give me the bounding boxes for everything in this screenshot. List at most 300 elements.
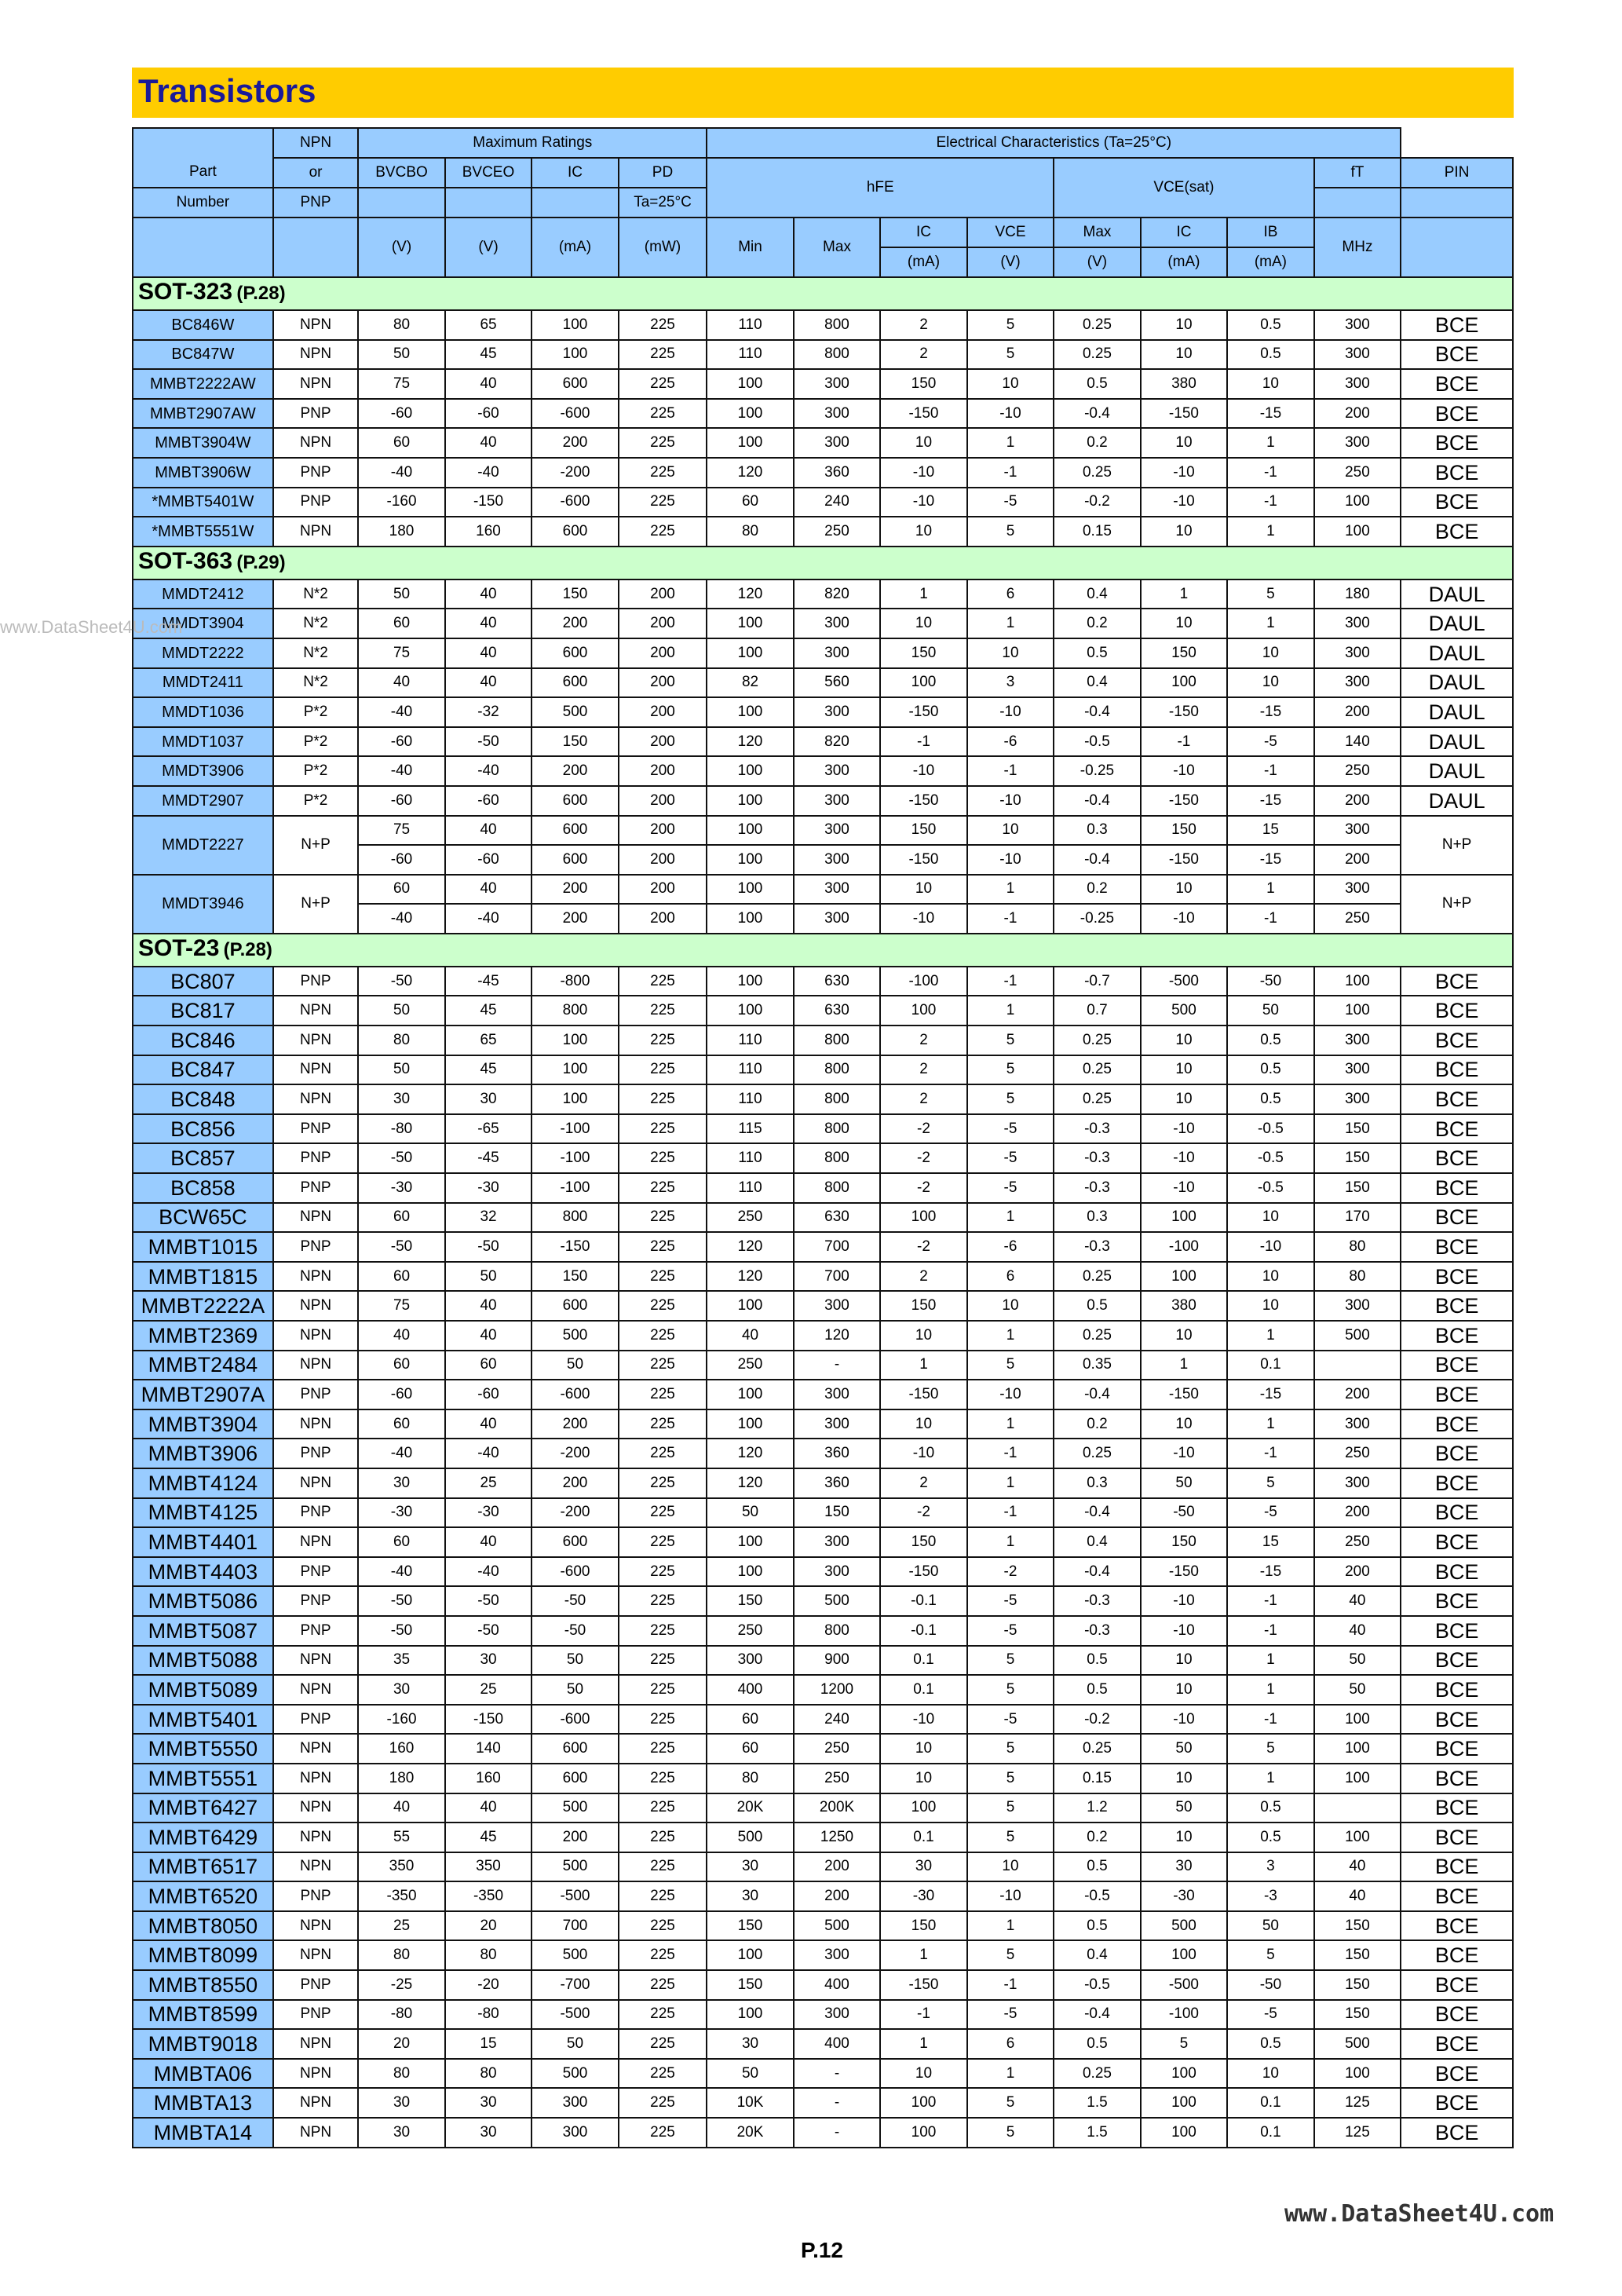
table-row [133, 756, 1513, 786]
cell: 225 [619, 1114, 707, 1144]
cell: 225 [619, 1881, 707, 1911]
cell: 10 [967, 816, 1054, 846]
cell: 180 [1314, 579, 1401, 609]
cell: -150 [1141, 786, 1227, 816]
cell: 40 [445, 816, 532, 846]
cell: PNP [273, 458, 358, 488]
cell: 300 [794, 1380, 880, 1409]
cell: 0.25 [1054, 1734, 1140, 1764]
cell: 0.1 [880, 1675, 966, 1705]
cell: 20 [358, 2029, 444, 2059]
table-row [133, 310, 1513, 340]
cell: 240 [794, 488, 880, 517]
part-number: MMDT3906 [133, 756, 273, 786]
cell: 800 [794, 1143, 880, 1173]
cell: -100 [532, 1143, 618, 1173]
cell: 100 [1141, 2059, 1227, 2089]
cell: 50 [532, 1351, 618, 1380]
hdr-number: Number [133, 188, 273, 218]
pin-config: BCE [1401, 1321, 1513, 1351]
watermark-right: www.DataSheet4U.com [1284, 2200, 1554, 2228]
cell: 820 [794, 579, 880, 609]
cell: 5 [967, 1084, 1054, 1114]
cell: 100 [1314, 1705, 1401, 1735]
hdr-unit-mw: (mW) [619, 218, 707, 277]
cell: 0.25 [1054, 1321, 1140, 1351]
cell: NPN [273, 1911, 358, 1941]
cell: 170 [1314, 1203, 1401, 1233]
cell: 600 [532, 1291, 618, 1321]
cell: NPN [273, 1646, 358, 1676]
cell: 1 [967, 875, 1054, 905]
cell: -50 [358, 1616, 444, 1646]
cell: 225 [619, 1940, 707, 1970]
pin-config: BCE [1401, 1143, 1513, 1173]
cell: N*2 [273, 579, 358, 609]
cell: 800 [794, 340, 880, 370]
cell: 5 [1141, 2029, 1227, 2059]
cell: 10 [1141, 340, 1227, 370]
cell: 10 [880, 517, 966, 547]
cell: 20K [707, 2118, 793, 2148]
cell: 150 [1314, 2000, 1401, 2030]
part-number: MMBT3904 [133, 1409, 273, 1439]
cell: 110 [707, 310, 793, 340]
hdr-min: Min [707, 218, 793, 277]
cell: -50 [445, 727, 532, 757]
cell: N*2 [273, 638, 358, 668]
cell: 225 [619, 1409, 707, 1439]
cell: 225 [619, 369, 707, 399]
cell: 225 [619, 1970, 707, 2000]
cell: -0.4 [1054, 1557, 1140, 1587]
cell: 0.1 [1227, 2088, 1313, 2118]
cell: -100 [532, 1114, 618, 1144]
cell: 500 [794, 1586, 880, 1616]
cell: P*2 [273, 727, 358, 757]
cell: 110 [707, 1026, 793, 1055]
cell: 1.5 [1054, 2088, 1140, 2118]
cell: 10 [967, 1291, 1054, 1321]
cell: 225 [619, 2029, 707, 2059]
cell: 0.25 [1054, 1262, 1140, 1292]
cell: 225 [619, 1143, 707, 1173]
cell: 200 [1314, 1557, 1401, 1587]
cell: 225 [619, 517, 707, 547]
cell: 800 [794, 1026, 880, 1055]
cell: 0.25 [1054, 1055, 1140, 1085]
cell: 110 [707, 1173, 793, 1203]
cell: 100 [707, 1291, 793, 1321]
table-row [133, 1764, 1513, 1793]
cell: 10 [1141, 517, 1227, 547]
cell: -50 [1227, 967, 1313, 996]
cell: -0.3 [1054, 1143, 1140, 1173]
cell: -150 [532, 1232, 618, 1262]
cell: 800 [794, 1616, 880, 1646]
cell: 300 [794, 609, 880, 638]
part-number: MMDT3946 [133, 875, 273, 934]
hdr-ic: IC [532, 158, 618, 188]
hdr-ib: IB [1227, 218, 1313, 247]
cell: 6 [967, 1262, 1054, 1292]
cell: -50 [358, 1143, 444, 1173]
cell: 0.1 [880, 1646, 966, 1676]
cell: 10 [1227, 1203, 1313, 1233]
cell: 1250 [794, 1823, 880, 1852]
cell: 2 [880, 1026, 966, 1055]
cell: PNP [273, 1380, 358, 1409]
cell: 300 [1314, 1409, 1401, 1439]
cell: -32 [445, 697, 532, 727]
pin-config: BCE [1401, 1646, 1513, 1676]
table-row [133, 1705, 1513, 1735]
cell: -5 [1227, 1498, 1313, 1528]
cell: 100 [880, 1203, 966, 1233]
hdr-pd: PD [619, 158, 707, 188]
cell: 50 [358, 340, 444, 370]
cell: 10 [880, 1321, 966, 1351]
cell: 200 [619, 786, 707, 816]
cell: 100 [880, 996, 966, 1026]
cell: 0.35 [1054, 1351, 1140, 1380]
cell: 80 [707, 1764, 793, 1793]
cell: -50 [358, 1232, 444, 1262]
cell: 5 [967, 1940, 1054, 1970]
cell: PNP [273, 967, 358, 996]
hdr-unit-v4: (V) [1054, 247, 1140, 277]
part-number: MMBT1015 [133, 1232, 273, 1262]
cell: -10 [1141, 488, 1227, 517]
cell: -10 [1141, 1114, 1227, 1144]
table-row [133, 1351, 1513, 1380]
cell: 40 [445, 875, 532, 905]
cell: -60 [358, 399, 444, 429]
cell: 300 [1314, 816, 1401, 846]
cell: 100 [707, 638, 793, 668]
cell: 100 [1141, 1262, 1227, 1292]
cell: -60 [445, 399, 532, 429]
cell: 150 [1314, 1173, 1401, 1203]
cell: 100 [707, 1557, 793, 1587]
cell: 10 [880, 428, 966, 458]
cell: 200 [794, 1881, 880, 1911]
cell: 500 [1141, 996, 1227, 1026]
cell: 225 [619, 1291, 707, 1321]
cell: 50 [1314, 1675, 1401, 1705]
cell: 500 [532, 1852, 618, 1882]
cell: 600 [532, 1764, 618, 1793]
cell: 100 [1141, 1940, 1227, 1970]
cell: 0.4 [1054, 579, 1140, 609]
section-page: (P.28) [236, 283, 286, 304]
pin-config: DAUL [1401, 697, 1513, 727]
cell: 225 [619, 428, 707, 458]
cell: -0.4 [1054, 399, 1140, 429]
cell: -500 [1141, 1970, 1227, 2000]
cell: -15 [1227, 399, 1313, 429]
cell: 80 [358, 310, 444, 340]
table-row [133, 1203, 1513, 1233]
cell: 200 [619, 727, 707, 757]
cell: 10 [880, 2059, 966, 2089]
cell: 80 [358, 2059, 444, 2089]
cell: -3 [1227, 1881, 1313, 1911]
cell: 300 [1314, 609, 1401, 638]
cell: 300 [794, 756, 880, 786]
cell: 200K [794, 1793, 880, 1823]
cell: 10 [880, 1734, 966, 1764]
cell: -10 [967, 845, 1054, 875]
cell: PNP [273, 1498, 358, 1528]
pin-config: BCE [1401, 1291, 1513, 1321]
cell: 1 [1227, 517, 1313, 547]
pin-config: BCE [1401, 1734, 1513, 1764]
cell: NPN [273, 996, 358, 1026]
cell: -80 [358, 2000, 444, 2030]
cell: 225 [619, 1527, 707, 1557]
cell: 0.25 [1054, 340, 1140, 370]
cell: NPN [273, 369, 358, 399]
part-number: BC858 [133, 1173, 273, 1203]
cell: 800 [794, 1084, 880, 1114]
cell: 225 [619, 1586, 707, 1616]
cell: -0.5 [1054, 727, 1140, 757]
cell: 225 [619, 1646, 707, 1676]
part-number: BC846W [133, 310, 273, 340]
cell: -40 [358, 904, 444, 934]
cell: 115 [707, 1114, 793, 1144]
cell: 50 [532, 1675, 618, 1705]
cell: 15 [445, 2029, 532, 2059]
part-number: MMBT6517 [133, 1852, 273, 1882]
cell: -0.5 [1227, 1143, 1313, 1173]
cell: 75 [358, 1291, 444, 1321]
cell: 250 [794, 517, 880, 547]
cell: 20 [445, 1911, 532, 1941]
part-number: MMBTA06 [133, 2059, 273, 2089]
cell: 100 [707, 609, 793, 638]
cell: 5 [967, 1646, 1054, 1676]
cell: 1 [880, 2029, 966, 2059]
cell: 10 [1141, 1321, 1227, 1351]
cell: 1 [1227, 428, 1313, 458]
cell: 100 [880, 2088, 966, 2118]
cell: 1 [967, 1409, 1054, 1439]
cell: 150 [880, 369, 966, 399]
table-row [133, 1055, 1513, 1085]
section-header [133, 934, 1513, 967]
cell: 300 [1314, 668, 1401, 698]
cell: N+P [273, 816, 358, 875]
cell: 40 [445, 1409, 532, 1439]
cell: 0.5 [1054, 1646, 1140, 1676]
cell: 120 [794, 1321, 880, 1351]
pin-config: DAUL [1401, 579, 1513, 609]
part-number: MMDT2222 [133, 638, 273, 668]
cell: -1 [1227, 458, 1313, 488]
cell: PNP [273, 1970, 358, 2000]
cell: -6 [967, 727, 1054, 757]
cell: 3 [967, 668, 1054, 698]
part-number: MMBT3906 [133, 1439, 273, 1468]
cell: 40 [1314, 1881, 1401, 1911]
cell: 45 [445, 996, 532, 1026]
table-row [133, 369, 1513, 399]
cell: 40 [358, 668, 444, 698]
pin-config: BCE [1401, 428, 1513, 458]
cell: 30 [707, 2029, 793, 2059]
hdr-unit-ma1: (mA) [532, 218, 618, 277]
section-header [133, 277, 1513, 310]
part-number: MMBT5086 [133, 1586, 273, 1616]
cell: -50 [358, 967, 444, 996]
cell: 150 [707, 1911, 793, 1941]
cell: 800 [532, 996, 618, 1026]
cell: -600 [532, 399, 618, 429]
part-number: BC848 [133, 1084, 273, 1114]
cell: N*2 [273, 609, 358, 638]
cell: -10 [1227, 1232, 1313, 1262]
cell: 600 [532, 786, 618, 816]
cell: P*2 [273, 697, 358, 727]
cell: 300 [532, 2088, 618, 2118]
cell: 225 [619, 1764, 707, 1793]
cell: 60 [358, 1262, 444, 1292]
cell: 65 [445, 310, 532, 340]
cell: 150 [880, 638, 966, 668]
cell: 100 [707, 1380, 793, 1409]
cell: 100 [1314, 488, 1401, 517]
cell: -0.4 [1054, 845, 1140, 875]
part-number: BC807 [133, 967, 273, 996]
cell: 0.5 [1227, 1055, 1313, 1085]
pin-config: BCE [1401, 1527, 1513, 1557]
cell: -2 [880, 1143, 966, 1173]
pin-config: BCE [1401, 1705, 1513, 1735]
cell: 120 [707, 727, 793, 757]
cell: 50 [532, 1646, 618, 1676]
cell: -10 [1141, 1586, 1227, 1616]
cell: 10 [1227, 2059, 1313, 2089]
cell: -40 [445, 756, 532, 786]
cell: 225 [619, 399, 707, 429]
cell: 50 [707, 1498, 793, 1528]
cell: 10 [1141, 1646, 1227, 1676]
cell: 3 [1227, 1852, 1313, 1882]
cell: 300 [1314, 638, 1401, 668]
cell: -10 [880, 1705, 966, 1735]
cell: 0.5 [1227, 1026, 1313, 1055]
cell: -30 [880, 1881, 966, 1911]
table-row [133, 517, 1513, 547]
part-number: MMBT4403 [133, 1557, 273, 1587]
cell: 100 [707, 786, 793, 816]
cell: -10 [880, 458, 966, 488]
cell: 300 [794, 1557, 880, 1587]
cell: -15 [1227, 845, 1313, 875]
cell: NPN [273, 1262, 358, 1292]
cell: 100 [880, 2118, 966, 2148]
cell: 600 [532, 517, 618, 547]
hdr-unit-v2: (V) [445, 218, 532, 277]
cell: 225 [619, 1084, 707, 1114]
section-header [133, 547, 1513, 579]
cell: 0.5 [1227, 2029, 1313, 2059]
cell [1314, 1351, 1401, 1380]
cell: -60 [358, 727, 444, 757]
cell: -10 [1141, 904, 1227, 934]
cell: -1 [967, 756, 1054, 786]
cell: 60 [358, 1527, 444, 1557]
pin-config: BCE [1401, 2088, 1513, 2118]
cell: -10 [1141, 1705, 1227, 1735]
cell: 0.7 [1054, 996, 1140, 1026]
cell: -10 [967, 697, 1054, 727]
cell: -5 [967, 488, 1054, 517]
cell: 0.2 [1054, 609, 1140, 638]
table-row [133, 996, 1513, 1026]
cell: 150 [1141, 816, 1227, 846]
cell: 10 [967, 1852, 1054, 1882]
cell: 500 [532, 697, 618, 727]
cell: 10 [880, 1764, 966, 1793]
cell: 0.5 [1054, 638, 1140, 668]
cell: 5 [967, 1675, 1054, 1705]
cell: 5 [1227, 1940, 1313, 1970]
cell: -150 [880, 1380, 966, 1409]
table-row [133, 816, 1513, 846]
cell: 700 [794, 1262, 880, 1292]
cell: 225 [619, 1852, 707, 1882]
cell: -50 [532, 1616, 618, 1646]
section-name: SOT-363 [138, 547, 233, 574]
part-number: MMBT6427 [133, 1793, 273, 1823]
cell: -6 [967, 1232, 1054, 1262]
cell: -40 [358, 458, 444, 488]
cell: -40 [358, 756, 444, 786]
cell: 6 [967, 579, 1054, 609]
section-title [133, 547, 1513, 579]
cell: 10 [1227, 369, 1313, 399]
table-row [133, 697, 1513, 727]
cell: 110 [707, 1084, 793, 1114]
cell: -150 [1141, 697, 1227, 727]
cell: -150 [445, 1705, 532, 1735]
cell: 360 [794, 458, 880, 488]
cell: 200 [619, 638, 707, 668]
cell: -10 [967, 1380, 1054, 1409]
cell: 30 [445, 1646, 532, 1676]
cell: -350 [445, 1881, 532, 1911]
cell: -2 [880, 1114, 966, 1144]
cell: 40 [445, 428, 532, 458]
cell: 380 [1141, 369, 1227, 399]
cell: NPN [273, 2118, 358, 2148]
cell: -150 [880, 845, 966, 875]
cell: -0.25 [1054, 904, 1140, 934]
cell: -45 [445, 967, 532, 996]
cell: 10 [880, 1409, 966, 1439]
cell: 80 [445, 2059, 532, 2089]
pin-config: BCE [1401, 1498, 1513, 1528]
cell: 40 [445, 1793, 532, 1823]
cell: - [794, 2088, 880, 2118]
cell: NPN [273, 517, 358, 547]
cell: -60 [358, 1380, 444, 1409]
cell: 1 [880, 1351, 966, 1380]
cell: -100 [880, 967, 966, 996]
